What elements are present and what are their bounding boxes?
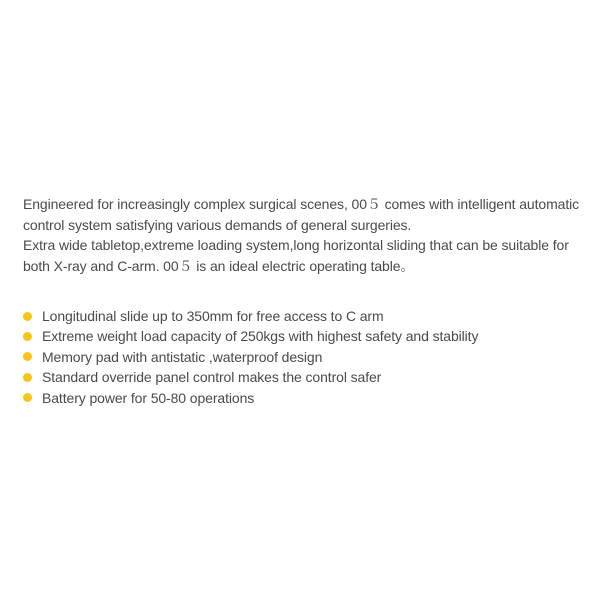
bullet-dot-icon	[23, 312, 32, 321]
feature-text: Extreme weight load capacity of 250kgs with highest safety and stability	[42, 328, 479, 345]
feature-item	[23, 367, 588, 387]
description-paragraph-1: Engineered for increasingly complex surgical scenes, 00５ comes with intelligent automatic control system satisfying various demands of general surgeries.	[23, 196, 580, 233]
feature-text: Standard override panel control makes the control safer	[42, 369, 382, 386]
feature-item	[23, 306, 588, 326]
feature-text: Battery power for 50-80 operations	[42, 389, 255, 406]
feature-item	[23, 347, 588, 367]
bullet-dot-icon	[23, 352, 32, 361]
description-paragraph-2: Extra wide tabletop,extreme loading system,long horizontal sliding that can be suitable for both X-ray and C-arm. 00５ is an ideal electric operating table。	[23, 237, 569, 274]
feature-item	[23, 388, 588, 408]
feature-item	[23, 326, 588, 346]
feature-text: Longitudinal slide up to 350mm for free access to C arm	[42, 308, 384, 324]
bullet-dot-icon	[23, 393, 32, 402]
bullet-dot-icon	[23, 373, 32, 382]
bullet-dot-icon	[23, 332, 32, 341]
feature-text: Memory pad with antistatic ,waterproof design	[42, 348, 323, 365]
product-description	[23, 194, 588, 408]
feature-list	[23, 306, 588, 408]
